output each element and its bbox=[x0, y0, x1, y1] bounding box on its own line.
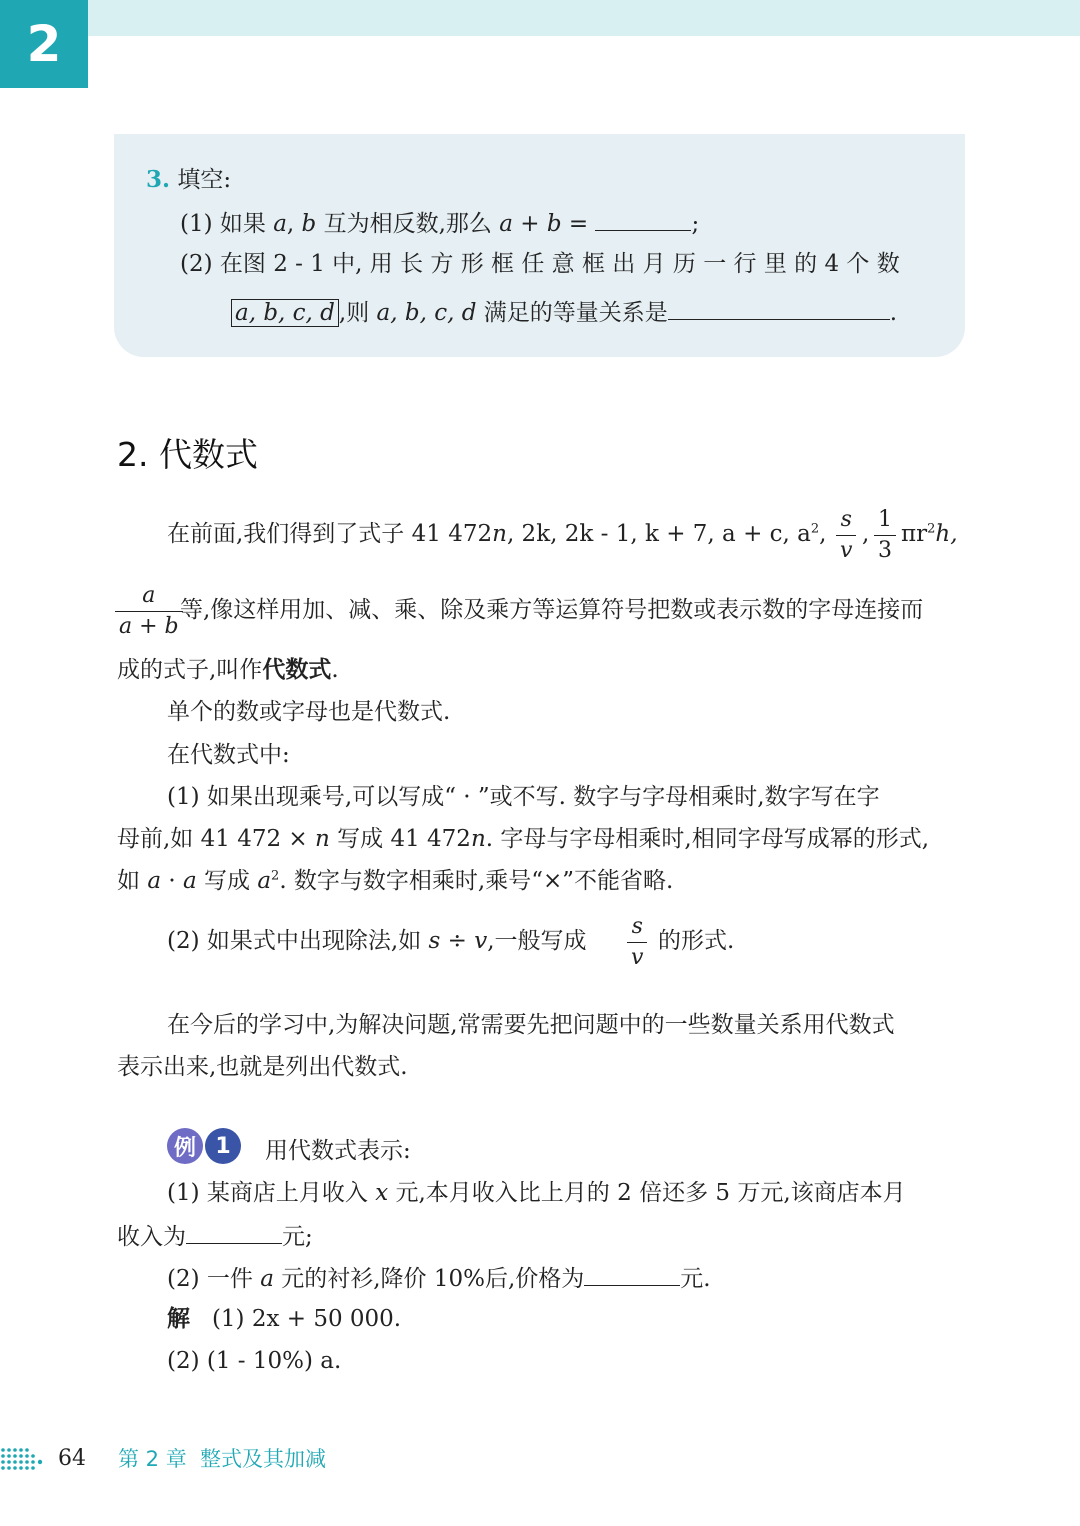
r1-l3b: 写成 bbox=[204, 868, 250, 894]
example-q1-line1: (1) 某商店上月收入 x 元,本月收入比上月的 2 倍还多 5 万元,该商店本月 bbox=[167, 1180, 906, 1206]
r1-l2c: . 字母与字母相乘时,相同字母写成幂的形式, bbox=[485, 826, 930, 852]
footer-chapter: 第 2 章 bbox=[118, 1447, 187, 1471]
q1-end: ; bbox=[691, 211, 700, 237]
rule2-line: (2) 如果式中出现除法,如 s ÷ v,一般写成 bbox=[167, 928, 587, 954]
pi-r: πr bbox=[901, 521, 928, 547]
solution-line1 bbox=[167, 1304, 401, 1334]
frac-ab-num: a bbox=[115, 581, 183, 612]
rule1-line2: 母前,如 41 472 × n 写成 41 472n. 字母与字母相乘时,相同字母写成幂的形式, bbox=[117, 826, 930, 852]
footer bbox=[0, 1440, 400, 1480]
page-number: 64 bbox=[58, 1446, 86, 1471]
ex-q2-c: 元. bbox=[680, 1266, 711, 1292]
exercise-q2-line1: (2) 在图 2 - 1 中, 用 长 方 形 框 任 意 框 出 月 历 一 行 里 的 4 个 数 bbox=[180, 251, 900, 277]
q1-mid: 互为相反数,那么 bbox=[323, 211, 492, 237]
frac-sv-den: v bbox=[840, 538, 853, 563]
fraction-one-third bbox=[874, 505, 896, 566]
ex-q1-a: (1) 某商店上月收入 bbox=[167, 1180, 368, 1206]
rule1-line3: 如 a · a 写成 $a^2$. 数字与数字相乘时,乘号“×”不能省略. bbox=[117, 868, 674, 894]
rule2-end: 的形式. bbox=[658, 928, 735, 954]
intro-line-1: 在前面,我们得到了式子 41 472n, 2k, 2k - 1, k + 7, a + c, $a^2$, bbox=[167, 521, 827, 547]
solution-1: (1) 2x + 50 000. bbox=[211, 1306, 402, 1332]
ex-q2-a: (2) 一件 bbox=[167, 1266, 253, 1292]
chapter-tab: 2 bbox=[0, 0, 88, 88]
ex-q2-b: 元的衬衫,降价 10%后,价格为 bbox=[281, 1266, 585, 1292]
intro-line-4: 单个的数或字母也是代数式. bbox=[167, 699, 451, 725]
q2-mid: ,则 bbox=[338, 300, 370, 326]
intro-line-3 bbox=[117, 655, 339, 685]
frac-ab-den: a + b bbox=[119, 614, 179, 639]
exercise-q2-line2 bbox=[231, 296, 897, 328]
example-badge-number: 1 bbox=[205, 1128, 241, 1164]
intro-list: , 2k, 2k - 1, k + 7, a + c, a bbox=[506, 521, 811, 547]
ex-q1-b: 元,本月收入比上月的 2 倍还多 5 万元,该商店本月 bbox=[395, 1180, 906, 1206]
example-badge bbox=[167, 1128, 241, 1164]
example-q2-line: (2) 一件 a 元的衬衫,降价 10%后,价格为 元. bbox=[167, 1262, 711, 1294]
frac-sv2-den: v bbox=[631, 945, 644, 970]
frac-sv2-num: s bbox=[627, 912, 647, 943]
fraction-s-over-v bbox=[836, 505, 856, 566]
dot-pattern-icon bbox=[0, 1446, 48, 1474]
ex-q1-c: 收入为 bbox=[117, 1224, 186, 1250]
intro-pi-term: $\pi r^2h$, bbox=[901, 521, 958, 547]
definition-term: 代数式 bbox=[262, 657, 332, 683]
ex-q1-d: 元; bbox=[282, 1224, 313, 1250]
intro-line-5: 在代数式中: bbox=[167, 742, 290, 768]
q1-answer-blank[interactable] bbox=[595, 207, 691, 231]
solution-line2: (2) (1 - 10%) a. bbox=[167, 1348, 342, 1374]
exercise-prompt: 填空: bbox=[177, 167, 232, 193]
rule1-line1: (1) 如果出现乘号,可以写成“ · ”或不写. 数字与字母相乘时,数字写在字 bbox=[167, 784, 880, 810]
exercise-heading bbox=[146, 165, 231, 195]
r1-l2a: 母前,如 41 472 × bbox=[117, 826, 308, 852]
ex-q2-answer-blank[interactable] bbox=[584, 1262, 680, 1286]
exercise-q1: (1) 如果 a, b 互为相反数,那么 a + b = ; bbox=[180, 207, 699, 239]
q2-end: . bbox=[889, 300, 898, 326]
r1-l3a: 如 bbox=[117, 868, 140, 894]
q2-answer-blank[interactable] bbox=[668, 296, 890, 320]
r1-l2b: 写成 41 472 bbox=[337, 826, 471, 852]
h-term: h, bbox=[935, 521, 958, 547]
intro-lead: 在前面,我们得到了式子 41 472 bbox=[167, 521, 493, 547]
r2-a: (2) 如果式中出现除法,如 bbox=[167, 928, 422, 954]
example-badge-char: 例 bbox=[167, 1128, 203, 1164]
intro-comma-2: , bbox=[862, 521, 870, 547]
exercise-number: 3. bbox=[146, 166, 171, 193]
conclusion-line1: 在今后的学习中,为解决问题,常需要先把问题中的一些数量关系用代数式 bbox=[167, 1012, 895, 1038]
solution-label: 解 bbox=[167, 1306, 190, 1332]
q2-tail: 满足的等量关系是 bbox=[483, 300, 668, 326]
example-title: 用代数式表示: bbox=[265, 1138, 411, 1164]
boxed-vars: a, b, c, d bbox=[231, 299, 339, 327]
intro-line-2: 等,像这样用加、减、乘、除及乘方等运算符号把数或表示数的字母连接而 bbox=[180, 597, 924, 623]
frac-third-num: 1 bbox=[874, 505, 896, 536]
intro-comma: , bbox=[819, 521, 827, 547]
r1-l3c: . 数字与数字相乘时,乘号“×”不能省略. bbox=[279, 868, 674, 894]
definition-end: . bbox=[331, 657, 339, 683]
fraction-s-over-v-2 bbox=[627, 912, 647, 973]
conclusion-line2: 表示出来,也就是列出代数式. bbox=[117, 1054, 408, 1080]
fraction-a-over-a-plus-b bbox=[115, 581, 183, 642]
example-q1-line2 bbox=[117, 1220, 313, 1252]
frac-sv-num: s bbox=[836, 505, 856, 536]
q1-prefix: (1) 如果 bbox=[180, 211, 266, 237]
frac-third-den: 3 bbox=[878, 538, 892, 563]
section-title: 2. 代数式 bbox=[117, 435, 258, 474]
top-band bbox=[0, 0, 1080, 36]
q2-vars: a, b, c, d bbox=[376, 300, 477, 326]
ex-q1-answer-blank[interactable] bbox=[186, 1220, 282, 1244]
footer-chapter-title: 整式及其加减 bbox=[200, 1447, 326, 1471]
definition-lead: 成的式子,叫作 bbox=[117, 657, 263, 683]
r2-b: ,一般写成 bbox=[487, 928, 587, 954]
